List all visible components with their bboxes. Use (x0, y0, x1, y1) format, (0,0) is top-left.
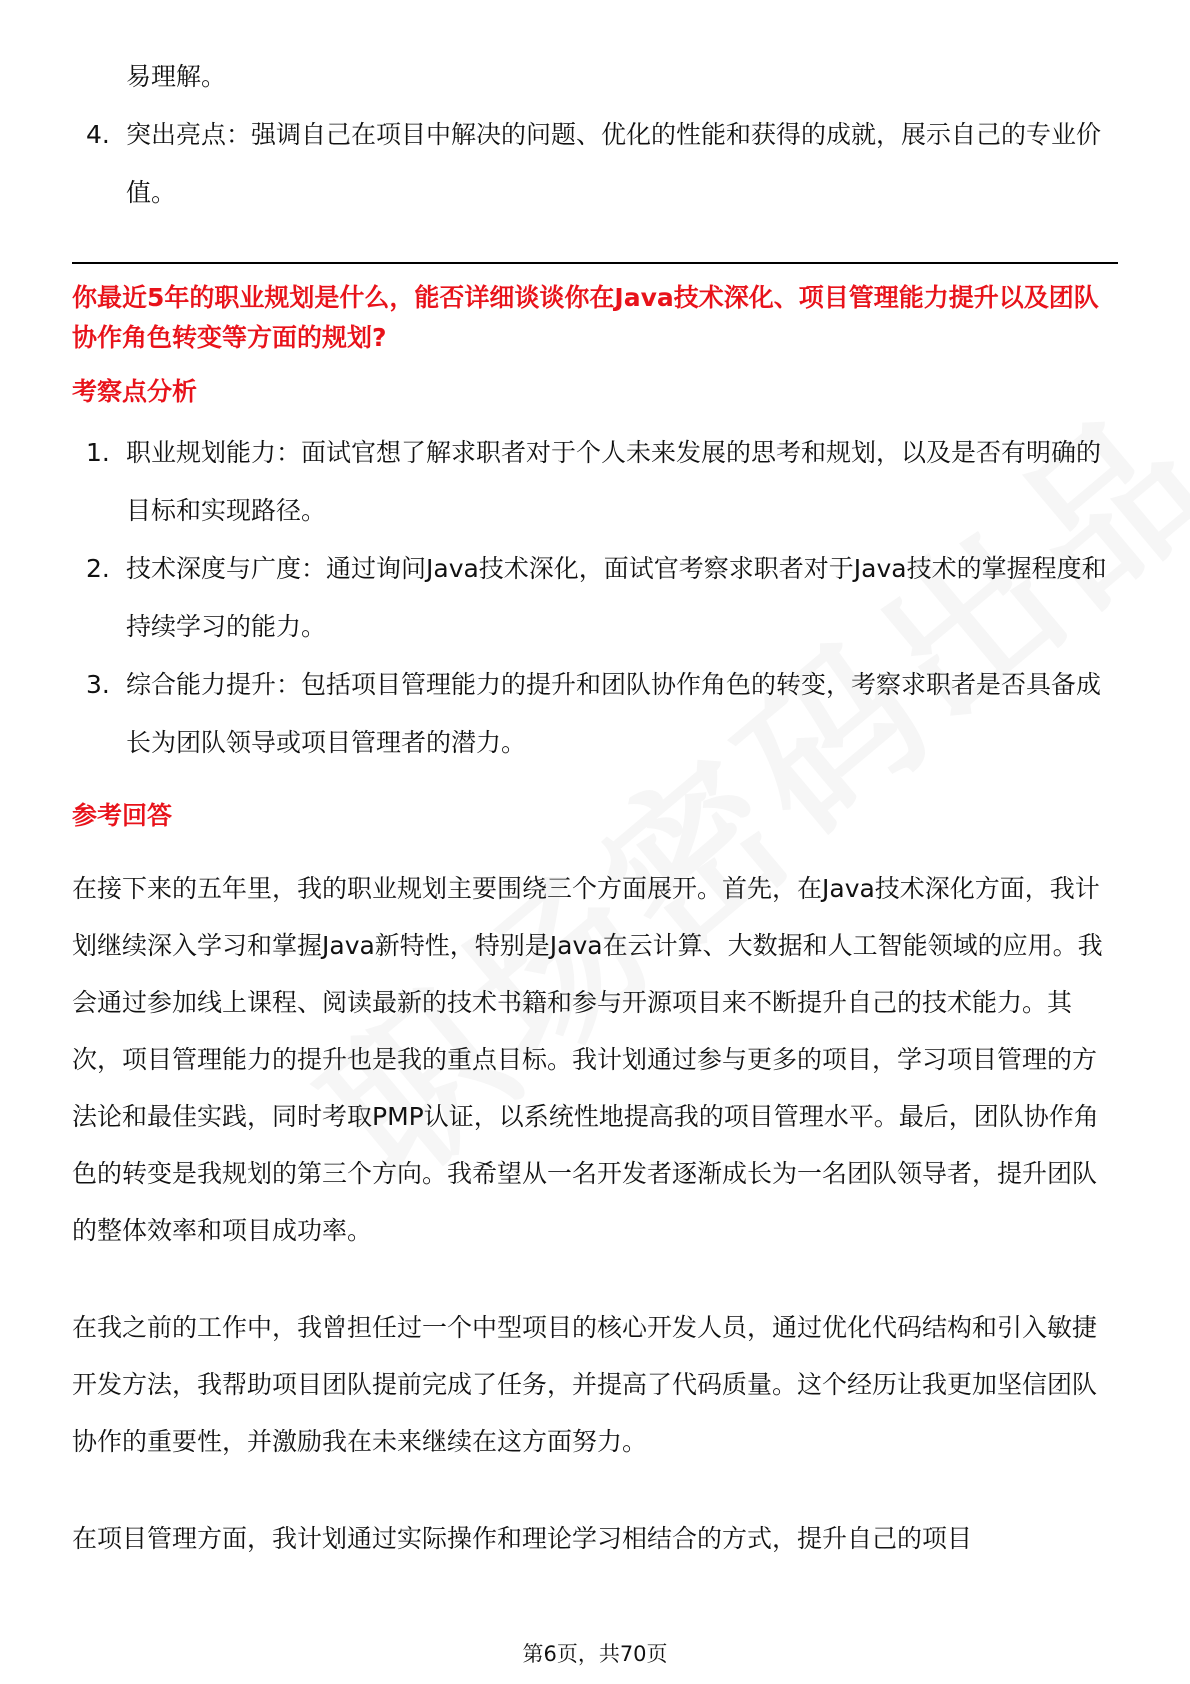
list-item-text: 综合能力提升：包括项目管理能力的提升和团队协作角色的转变，考察求职者是否具备成长为团队领导或项目管理者的潜力。 (126, 670, 1102, 757)
list-item (72, 656, 1118, 772)
answer-heading: 参考回答 (72, 801, 173, 830)
answer-paragraph: 在接下来的五年里，我的职业规划主要围绕三个方面展开。首先，在Java技术深化方面，我计划继续深入学习和掌握Java新特性，特别是Java在云计算、大数据和人工智能领域的应用。我会通过参加线上课程、阅读最新的技术书籍和参与开源项目来不断提升自己的技术能力。其次，项目管理能力的提升也是我的重点目标。我计划通过参与更多的项目，学习项目管理的方法论和最佳实践，同时考取PMP认证，以系统性地提高我的项目管理水平。最后，团队协作角色的转变是我规划的第三个方向。我希望从一名开发者逐渐成长为一名团队领导者，提升团队的整体效率和项目成功率。 (72, 874, 1103, 1245)
list-item-text: 突出亮点：强调自己在项目中解决的问题、优化的性能和获得的成就，展示自己的专业价值。 (126, 120, 1102, 207)
list-item-number: 3. (86, 670, 110, 699)
section-divider (72, 262, 1118, 264)
interview-question: 你最近5年的职业规划是什么，能否详细谈谈你在Java技术深化、项目管理能力提升以及团队协作角色转变等方面的规划? (72, 283, 1099, 352)
paragraph-gap (72, 1470, 1118, 1510)
list-item-number: 2. (86, 554, 110, 583)
list-item (72, 540, 1118, 656)
list-item-text: 职业规划能力：面试官想了解求职者对于个人未来发展的思考和规划，以及是否有明确的目标和实现路径。 (126, 438, 1102, 525)
list-item (72, 106, 1118, 222)
page-content (72, 48, 1118, 1567)
list-item-text: 技术深度与广度：通过询问Java技术深化，面试官考察求职者对于Java技术的掌握程度和持续学习的能力。 (126, 554, 1107, 641)
list-item-number: 4. (86, 120, 110, 149)
list-item-continuation: 易理解。 (126, 62, 227, 91)
analysis-heading: 考察点分析 (72, 377, 198, 406)
list-item-number: 1. (86, 438, 110, 467)
list-item (72, 424, 1118, 540)
answer-paragraph: 在我之前的工作中，我曾担任过一个中型项目的核心开发人员，通过优化代码结构和引入敏捷开发方法，我帮助项目团队提前完成了任务，并提高了代码质量。这个经历让我更加坚信团队协作的重要性，并激励我在未来继续在这方面努力。 (72, 1313, 1098, 1456)
answer-paragraph: 在项目管理方面，我计划通过实际操作和理论学习相结合的方式，提升自己的项目 (72, 1524, 973, 1553)
page-number: 第6页，共70页 (522, 1642, 668, 1666)
intro-list (72, 106, 1118, 222)
analysis-list (72, 424, 1118, 772)
paragraph-gap (72, 1259, 1118, 1299)
